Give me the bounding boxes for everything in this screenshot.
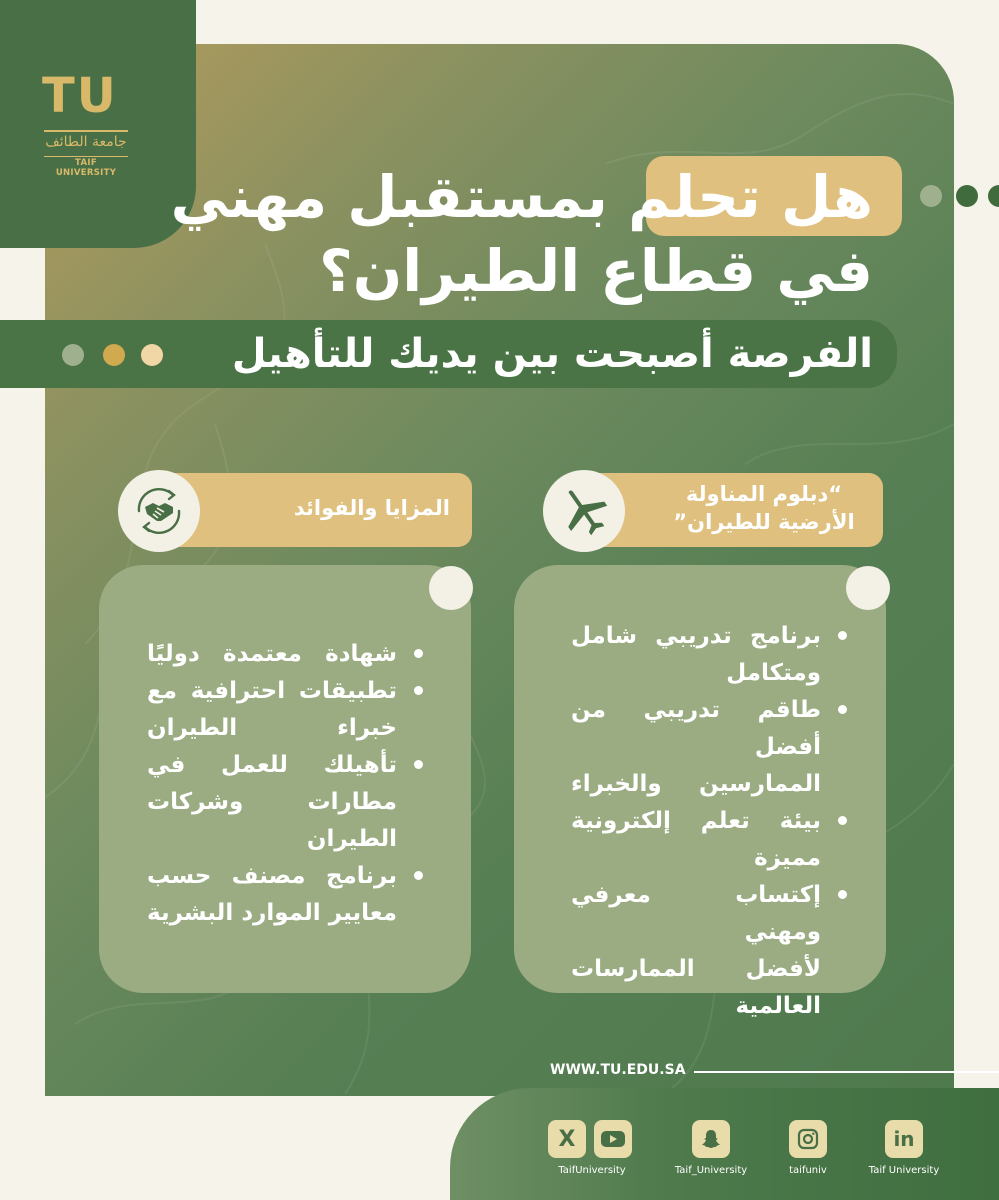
list-item	[571, 877, 851, 1025]
decor-dot	[956, 185, 978, 207]
list-item	[571, 803, 851, 877]
list-item-line: الطيران	[306, 826, 397, 852]
list-item-line: لأفضل الممارسات	[571, 956, 821, 982]
benefits-panel-dot	[429, 566, 473, 610]
linkedin-glyph: in	[893, 1127, 915, 1151]
decor-dot	[62, 344, 84, 366]
logo-divider-2	[44, 156, 128, 157]
snapchat-glyph	[699, 1127, 723, 1151]
social-label-linkedin: Taif University	[868, 1165, 940, 1176]
list-item	[571, 618, 851, 692]
list-item-line: برنامج تدريبي شامل	[571, 623, 821, 649]
website-underline	[694, 1071, 999, 1073]
headline-line-1	[171, 162, 873, 232]
list-item	[571, 692, 851, 803]
youtube-icon[interactable]	[594, 1120, 632, 1158]
airplane-icon	[556, 483, 612, 539]
list-item	[147, 636, 427, 673]
logo-divider	[44, 130, 128, 132]
list-item-line: طاقم تدريبي من أفضل	[571, 697, 821, 760]
university-logo: TU	[42, 68, 118, 124]
list-item-line: إكتساب معرفي ومهني	[571, 882, 821, 945]
handshake-icon	[129, 481, 189, 541]
university-name-english: TAIF UNIVERSITY	[55, 158, 117, 178]
subheadline: الفرصة أصبحت بين يديك للتأهيل	[231, 331, 873, 377]
youtube-glyph	[600, 1129, 626, 1149]
list-item-line: الممارسين والخبراء	[571, 771, 821, 797]
list-item	[147, 858, 427, 932]
instagram-icon[interactable]	[789, 1120, 827, 1158]
headline-line-2: في قطاع الطيران؟	[319, 237, 873, 305]
list-item-line: شهادة معتمدة دوليًا	[147, 641, 397, 667]
list-item-line: تطبيقات احترافية مع	[147, 678, 397, 704]
social-label-instagram: taifuniv	[789, 1165, 827, 1176]
list-item-line: خبراء الطيران	[147, 715, 397, 741]
list-item-line: بيئة تعلم إلكترونية	[571, 808, 821, 834]
list-item	[147, 747, 427, 858]
list-item-line: مطارات وشركات	[147, 789, 397, 815]
decor-dot	[988, 185, 999, 207]
program-features-list	[571, 618, 851, 1025]
program-panel-dot	[846, 566, 890, 610]
x-icon[interactable]	[548, 1120, 586, 1158]
website-link[interactable]: WWW.TU.EDU.SA	[550, 1062, 686, 1078]
instagram-glyph	[796, 1127, 820, 1151]
decor-dot	[141, 344, 163, 366]
list-item-line: برنامج مصنف حسب	[147, 863, 397, 889]
list-item-line: معايير الموارد البشرية	[147, 900, 397, 926]
program-title-line: “دبلوم المناولة	[685, 482, 843, 506]
x-glyph: X	[558, 1126, 576, 1152]
decor-dot	[920, 185, 942, 207]
program-icon-circle	[543, 470, 625, 552]
headline-word: هل	[760, 163, 873, 231]
benefits-list	[147, 636, 427, 932]
program-title	[659, 480, 869, 536]
logo-background	[0, 0, 196, 248]
list-item	[147, 673, 427, 747]
decor-dot	[103, 344, 125, 366]
headline-highlight-word: تحلم	[628, 163, 761, 231]
list-item-line: تأهيلك للعمل في	[147, 752, 397, 778]
linkedin-icon[interactable]	[885, 1120, 923, 1158]
headline-rest: بمستقبل مهني	[170, 163, 629, 231]
social-label-snapchat: Taif_University	[674, 1165, 748, 1176]
program-title-line: الأرضية للطيران”	[673, 510, 855, 534]
benefits-title: المزايا والفوائد	[293, 496, 450, 520]
list-item-line: العالمية	[735, 993, 821, 1019]
social-label-youtube-x: TaifUniversity	[558, 1165, 626, 1176]
list-item-line: مميزة	[754, 845, 821, 871]
benefits-icon-circle	[118, 470, 200, 552]
list-item-line: ومتكامل	[726, 660, 821, 686]
snapchat-icon[interactable]	[692, 1120, 730, 1158]
university-name-arabic: جامعة الطائف	[45, 134, 127, 150]
